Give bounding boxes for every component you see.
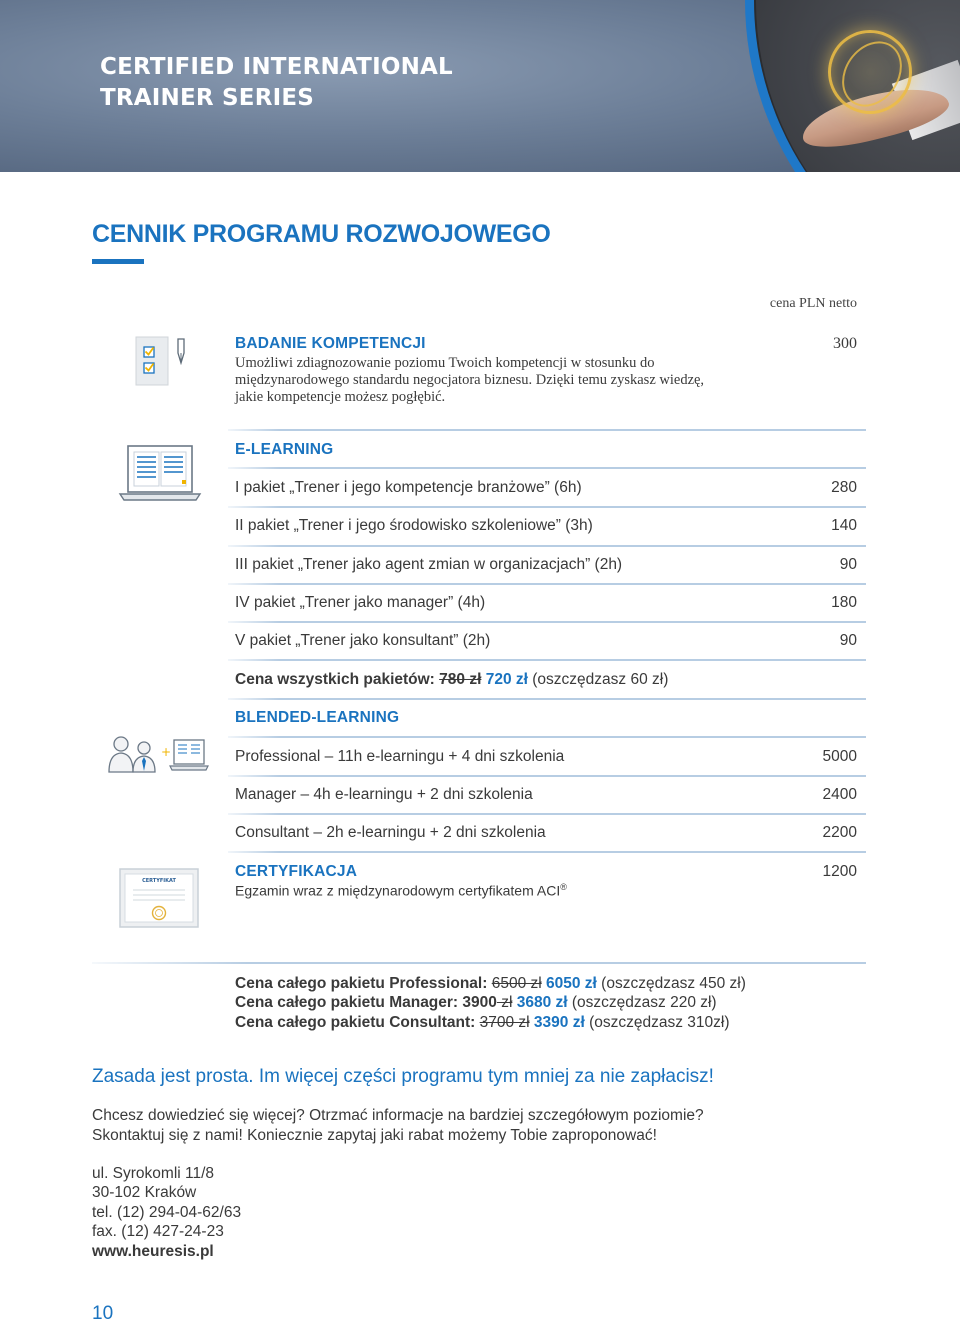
blended-row-consultant: Consultant – 2h e-learningu + 2 dni szkolenia — [235, 824, 546, 841]
badanie-desc-line2: międzynarodowego standardu negocjatora biznesu. Dzięki temu zyskasz wiedzę, — [235, 372, 705, 388]
package-consultant — [235, 1014, 730, 1032]
elearning-row-2-price: 140 — [831, 517, 857, 534]
divider — [228, 736, 866, 738]
package-professional-old-price: 6500 zł — [491, 975, 542, 992]
divider — [92, 962, 866, 964]
divider — [228, 429, 866, 431]
svg-text:+: + — [161, 745, 172, 759]
package-professional-new-price: 6050 zł — [546, 975, 597, 992]
elearning-row-3: III pakiet „Trener jako agent zmian w organizacjach” (2h) — [235, 556, 623, 573]
badanie-desc-line3: jakie kompetencje możesz pogłębić. — [235, 389, 446, 405]
banner-title-line2: TRAINER SERIES — [100, 85, 315, 111]
banner-title — [100, 52, 453, 114]
divider — [228, 506, 866, 508]
package-consultant-old-price: 3700 zł — [479, 1014, 530, 1031]
checklist-icon — [132, 335, 196, 387]
page-number: 10 — [92, 1303, 114, 1324]
slogan: Zasada jest prosta. Im więcej części programu tym mniej za nie zapłacisz! — [92, 1066, 714, 1087]
certyfikacja-desc-text: Egzamin wraz z międzynarodowym certyfikatem ACI — [235, 882, 561, 899]
laptop-icon — [118, 444, 202, 504]
divider — [228, 467, 866, 469]
elearning-summary-saving: (oszczędzasz 60 zł) — [532, 671, 669, 688]
package-consultant-label: Cena całego pakietu Consultant: — [235, 1014, 476, 1031]
elearning-row-5: V pakiet „Trener jako konsultant” (2h) — [235, 632, 491, 649]
divider — [228, 851, 866, 853]
address-phone: tel. (12) 294-04-62/63 — [92, 1204, 242, 1221]
blended-row-manager-price: 2400 — [822, 786, 857, 803]
website-link[interactable]: www.heuresis.pl — [92, 1243, 214, 1260]
package-manager-old-price: zł — [496, 994, 513, 1011]
divider — [228, 813, 866, 815]
elearning-row-3-price: 90 — [839, 556, 857, 573]
badanie-heading: BADANIE KOMPETENCJI — [235, 335, 426, 352]
blended-row-manager: Manager – 4h e-learningu + 2 dni szkolenia — [235, 786, 533, 803]
divider — [228, 545, 866, 547]
page-title: CENNIK PROGRAMU ROZWOJOWEGO — [92, 220, 551, 248]
elearning-row-5-price: 90 — [839, 632, 857, 649]
package-manager — [235, 994, 717, 1012]
certyfikacja-heading: CERTYFIKACJA — [235, 863, 358, 880]
package-consultant-saving: (oszczędzasz 310zł) — [589, 1014, 730, 1031]
badanie-description — [235, 355, 704, 406]
divider — [228, 659, 866, 661]
badanie-desc-line1: Umożliwi zdiagnozowanie poziomu Twoich kompetencji w stosunku do — [235, 355, 655, 371]
certyfikacja-description — [235, 882, 567, 899]
elearning-row-1-price: 280 — [831, 479, 857, 496]
certificate-icon-text: CERTYFIKAT — [142, 878, 176, 884]
divider — [228, 775, 866, 777]
contact-line2: Skontaktuj się z nami! Koniecznie zapytaj jaki rabat możemy Tobie zaproponować! — [92, 1127, 657, 1144]
contact-line1: Chcesz dowiedzieć się więcej? Otrzmać informacje na bardziej szczegółowym poziomie? — [92, 1107, 704, 1124]
blended-row-professional: Professional – 11h e-learningu + 4 dni szkolenia — [235, 748, 565, 765]
package-professional — [235, 975, 746, 993]
banner-title-line1: CERTIFIED INTERNATIONAL — [100, 54, 453, 80]
package-manager-saving: (oszczędzasz 220 zł) — [571, 994, 717, 1011]
blended-row-professional-price: 5000 — [822, 748, 857, 765]
elearning-summary-old-price: 780 zł — [439, 671, 482, 688]
address-street: ul. Syrokomli 11/8 — [92, 1165, 215, 1182]
elearning-summary — [235, 671, 668, 689]
elearning-row-2: II pakiet „Trener i jego środowisko szkoleniowe” (3h) — [235, 517, 593, 534]
package-professional-saving: (oszczędzasz 450 zł) — [601, 975, 746, 992]
elearning-summary-label: Cena wszystkich pakietów: — [235, 671, 435, 688]
blended-heading: BLENDED-LEARNING — [235, 709, 400, 726]
elearning-row-1: I pakiet „Trener i jego kompetencje branżowe” (6h) — [235, 479, 582, 496]
package-manager-new-price: 3680 zł — [516, 994, 568, 1011]
glowing-sphere-image — [828, 30, 912, 114]
blended-learning-icon — [106, 734, 212, 776]
elearning-heading: E-LEARNING — [235, 441, 334, 458]
elearning-row-4: IV pakiet „Trener jako manager” (4h) — [235, 594, 486, 611]
badanie-price: 300 — [833, 335, 857, 352]
blended-row-consultant-price: 2200 — [822, 824, 857, 841]
registered-mark: ® — [560, 882, 567, 892]
package-professional-label: Cena całego pakietu Professional: — [235, 975, 488, 992]
header-banner — [0, 0, 960, 172]
elearning-row-4-price: 180 — [831, 594, 857, 611]
title-underline — [92, 259, 144, 264]
address-city: 30-102 Kraków — [92, 1184, 197, 1201]
address-fax: fax. (12) 427-24-23 — [92, 1223, 224, 1240]
elearning-summary-new-price: 720 zł — [485, 671, 528, 688]
divider — [228, 698, 866, 700]
divider — [228, 621, 866, 623]
package-consultant-new-price: 3390 zł — [533, 1014, 585, 1031]
certyfikacja-price: 1200 — [822, 863, 857, 880]
divider — [228, 583, 866, 585]
package-manager-label: Cena całego pakietu Manager: 3900 — [235, 994, 497, 1011]
price-note: cena PLN netto — [769, 296, 857, 311]
certificate-icon — [119, 868, 199, 928]
